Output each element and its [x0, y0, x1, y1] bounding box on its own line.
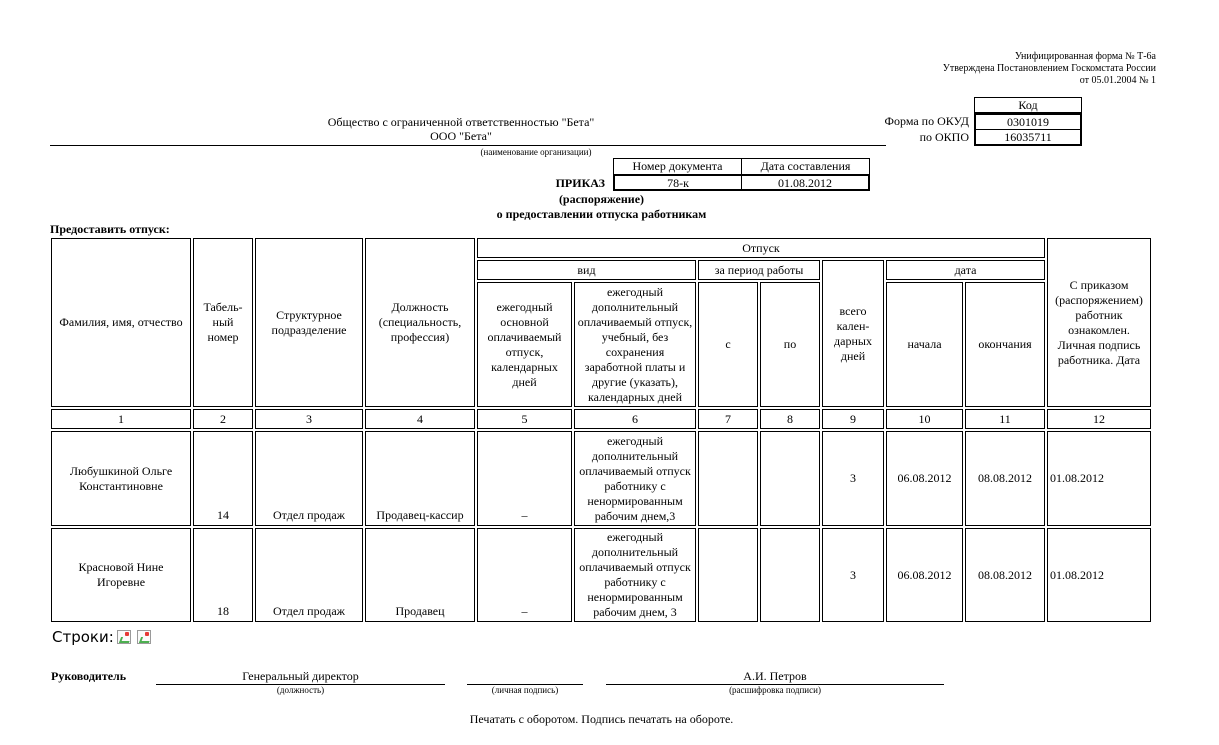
form-reference	[943, 51, 1156, 87]
col-number: 4	[365, 409, 475, 429]
document-purpose: о предоставлении отпуска работникам	[496, 207, 707, 221]
section-label: Предоставить отпуск:	[50, 222, 170, 236]
th-tab-number: Табель-ный номер	[193, 238, 253, 407]
footer-note: Печатать с оборотом. Подпись печатать на обороте.	[469, 712, 734, 726]
row1-total-days[interactable]: 3	[822, 431, 884, 526]
row2-date-end[interactable]: 08.08.2012	[965, 528, 1045, 622]
row2-position[interactable]: Продавец	[365, 528, 475, 622]
okud-label: Форма по ОКУД	[884, 114, 969, 128]
remove-row-icon[interactable]	[137, 630, 151, 644]
rows-control	[52, 628, 151, 646]
col-number: 10	[886, 409, 963, 429]
th-sign: С приказом (распоряжением) работник ознакомлен. Личная подпись работника. Дата	[1047, 238, 1151, 407]
row1-date-end[interactable]: 08.08.2012	[965, 431, 1045, 526]
row2-period-to[interactable]	[760, 528, 820, 622]
signature-name[interactable]: А.И. Петров	[743, 669, 807, 683]
row1-extra[interactable]: ежегодный дополнительный оплачиваемый отпуск работнику с ненормированным рабочим днем,3	[574, 431, 696, 526]
th-vid: вид	[477, 260, 696, 280]
row2-sign[interactable]: 01.08.2012	[1047, 528, 1151, 622]
th-total-days: всего кален-дарных дней	[822, 260, 884, 407]
okpo-label: по ОКПО	[919, 130, 969, 144]
row2-annual[interactable]: –	[477, 528, 572, 622]
codes-header: Код	[974, 97, 1082, 113]
th-otpusk: Отпуск	[477, 238, 1045, 258]
form-reference-line3: от 05.01.2004 № 1	[1079, 75, 1156, 86]
form-reference-line1: Унифицированная форма № Т-6а	[1014, 51, 1156, 62]
organization-full-name: Общество с ограниченной ответственностью "Бета"	[327, 115, 595, 129]
row2-period-from[interactable]	[698, 528, 758, 622]
th-annual: ежегодный основной оплачиваемый отпуск, календарных дней	[477, 282, 572, 407]
row2-date-start[interactable]: 06.08.2012	[886, 528, 963, 622]
organization-short-name: ООО "Бета"	[430, 129, 492, 143]
row1-period-to[interactable]	[760, 431, 820, 526]
row1-position[interactable]: Продавец-кассир	[365, 431, 475, 526]
document-title: ПРИКАЗ	[555, 176, 605, 190]
name-caption: (расшифровка подписи)	[729, 685, 821, 695]
doc-number: 78-к	[613, 174, 742, 191]
signature-role: Руководитель	[51, 669, 127, 683]
signature-position[interactable]: Генеральный директор	[242, 669, 359, 683]
th-date-end: окончания	[965, 282, 1045, 407]
col-number: 12	[1047, 409, 1151, 429]
th-department: Структурное подразделение	[255, 238, 363, 407]
document-subtitle: (распоряжение)	[558, 192, 645, 206]
okud-value: 0301019	[974, 113, 1082, 130]
row1-fio[interactable]: Любушкиной Ольге Константиновне	[51, 431, 191, 526]
okpo-value: 16035711	[974, 129, 1082, 146]
doc-date-header: Дата составления	[741, 158, 870, 175]
th-date-start: начала	[886, 282, 963, 407]
row1-sign[interactable]: 01.08.2012	[1047, 431, 1151, 526]
position-caption: (должность)	[276, 685, 325, 695]
row1-tab-number[interactable]: 14	[193, 431, 253, 526]
th-period: за период работы	[698, 260, 820, 280]
form-reference-line2: Утверждена Постановлением Госкомстата России	[942, 63, 1156, 74]
th-date: дата	[886, 260, 1045, 280]
doc-number-header: Номер документа	[613, 158, 742, 175]
col-number: 8	[760, 409, 820, 429]
rows-label: Строки:	[52, 628, 114, 646]
organization-underline	[50, 145, 886, 146]
col-number: 9	[822, 409, 884, 429]
doc-date: 01.08.2012	[741, 174, 870, 191]
th-period-from: с	[698, 282, 758, 407]
col-number: 6	[574, 409, 696, 429]
th-fio: Фамилия, имя, отчество	[51, 238, 191, 407]
col-number: 5	[477, 409, 572, 429]
col-number: 2	[193, 409, 253, 429]
col-number: 1	[51, 409, 191, 429]
row2-tab-number[interactable]: 18	[193, 528, 253, 622]
row2-department[interactable]: Отдел продаж	[255, 528, 363, 622]
row1-annual[interactable]: –	[477, 431, 572, 526]
row1-period-from[interactable]	[698, 431, 758, 526]
col-number: 7	[698, 409, 758, 429]
th-period-to: по	[760, 282, 820, 407]
organization-caption: (наименование организации)	[480, 147, 592, 157]
col-number: 11	[965, 409, 1045, 429]
th-extra: ежегодный дополнительный оплачиваемый отпуск, учебный, без сохранения заработной платы и другие (указать), календарных дней	[574, 282, 696, 407]
sign-caption: (личная подпись)	[491, 685, 559, 695]
row1-date-start[interactable]: 06.08.2012	[886, 431, 963, 526]
col-number: 3	[255, 409, 363, 429]
add-row-icon[interactable]	[117, 630, 131, 644]
row2-total-days[interactable]: 3	[822, 528, 884, 622]
row1-department[interactable]: Отдел продаж	[255, 431, 363, 526]
th-position: Должность (специальность, профессия)	[365, 238, 475, 407]
row2-extra[interactable]: ежегодный дополнительный оплачиваемый отпуск работнику с ненормированным рабочим днем, 3	[574, 528, 696, 622]
row2-fio[interactable]: Красновой Нине Игоревне	[51, 528, 191, 622]
